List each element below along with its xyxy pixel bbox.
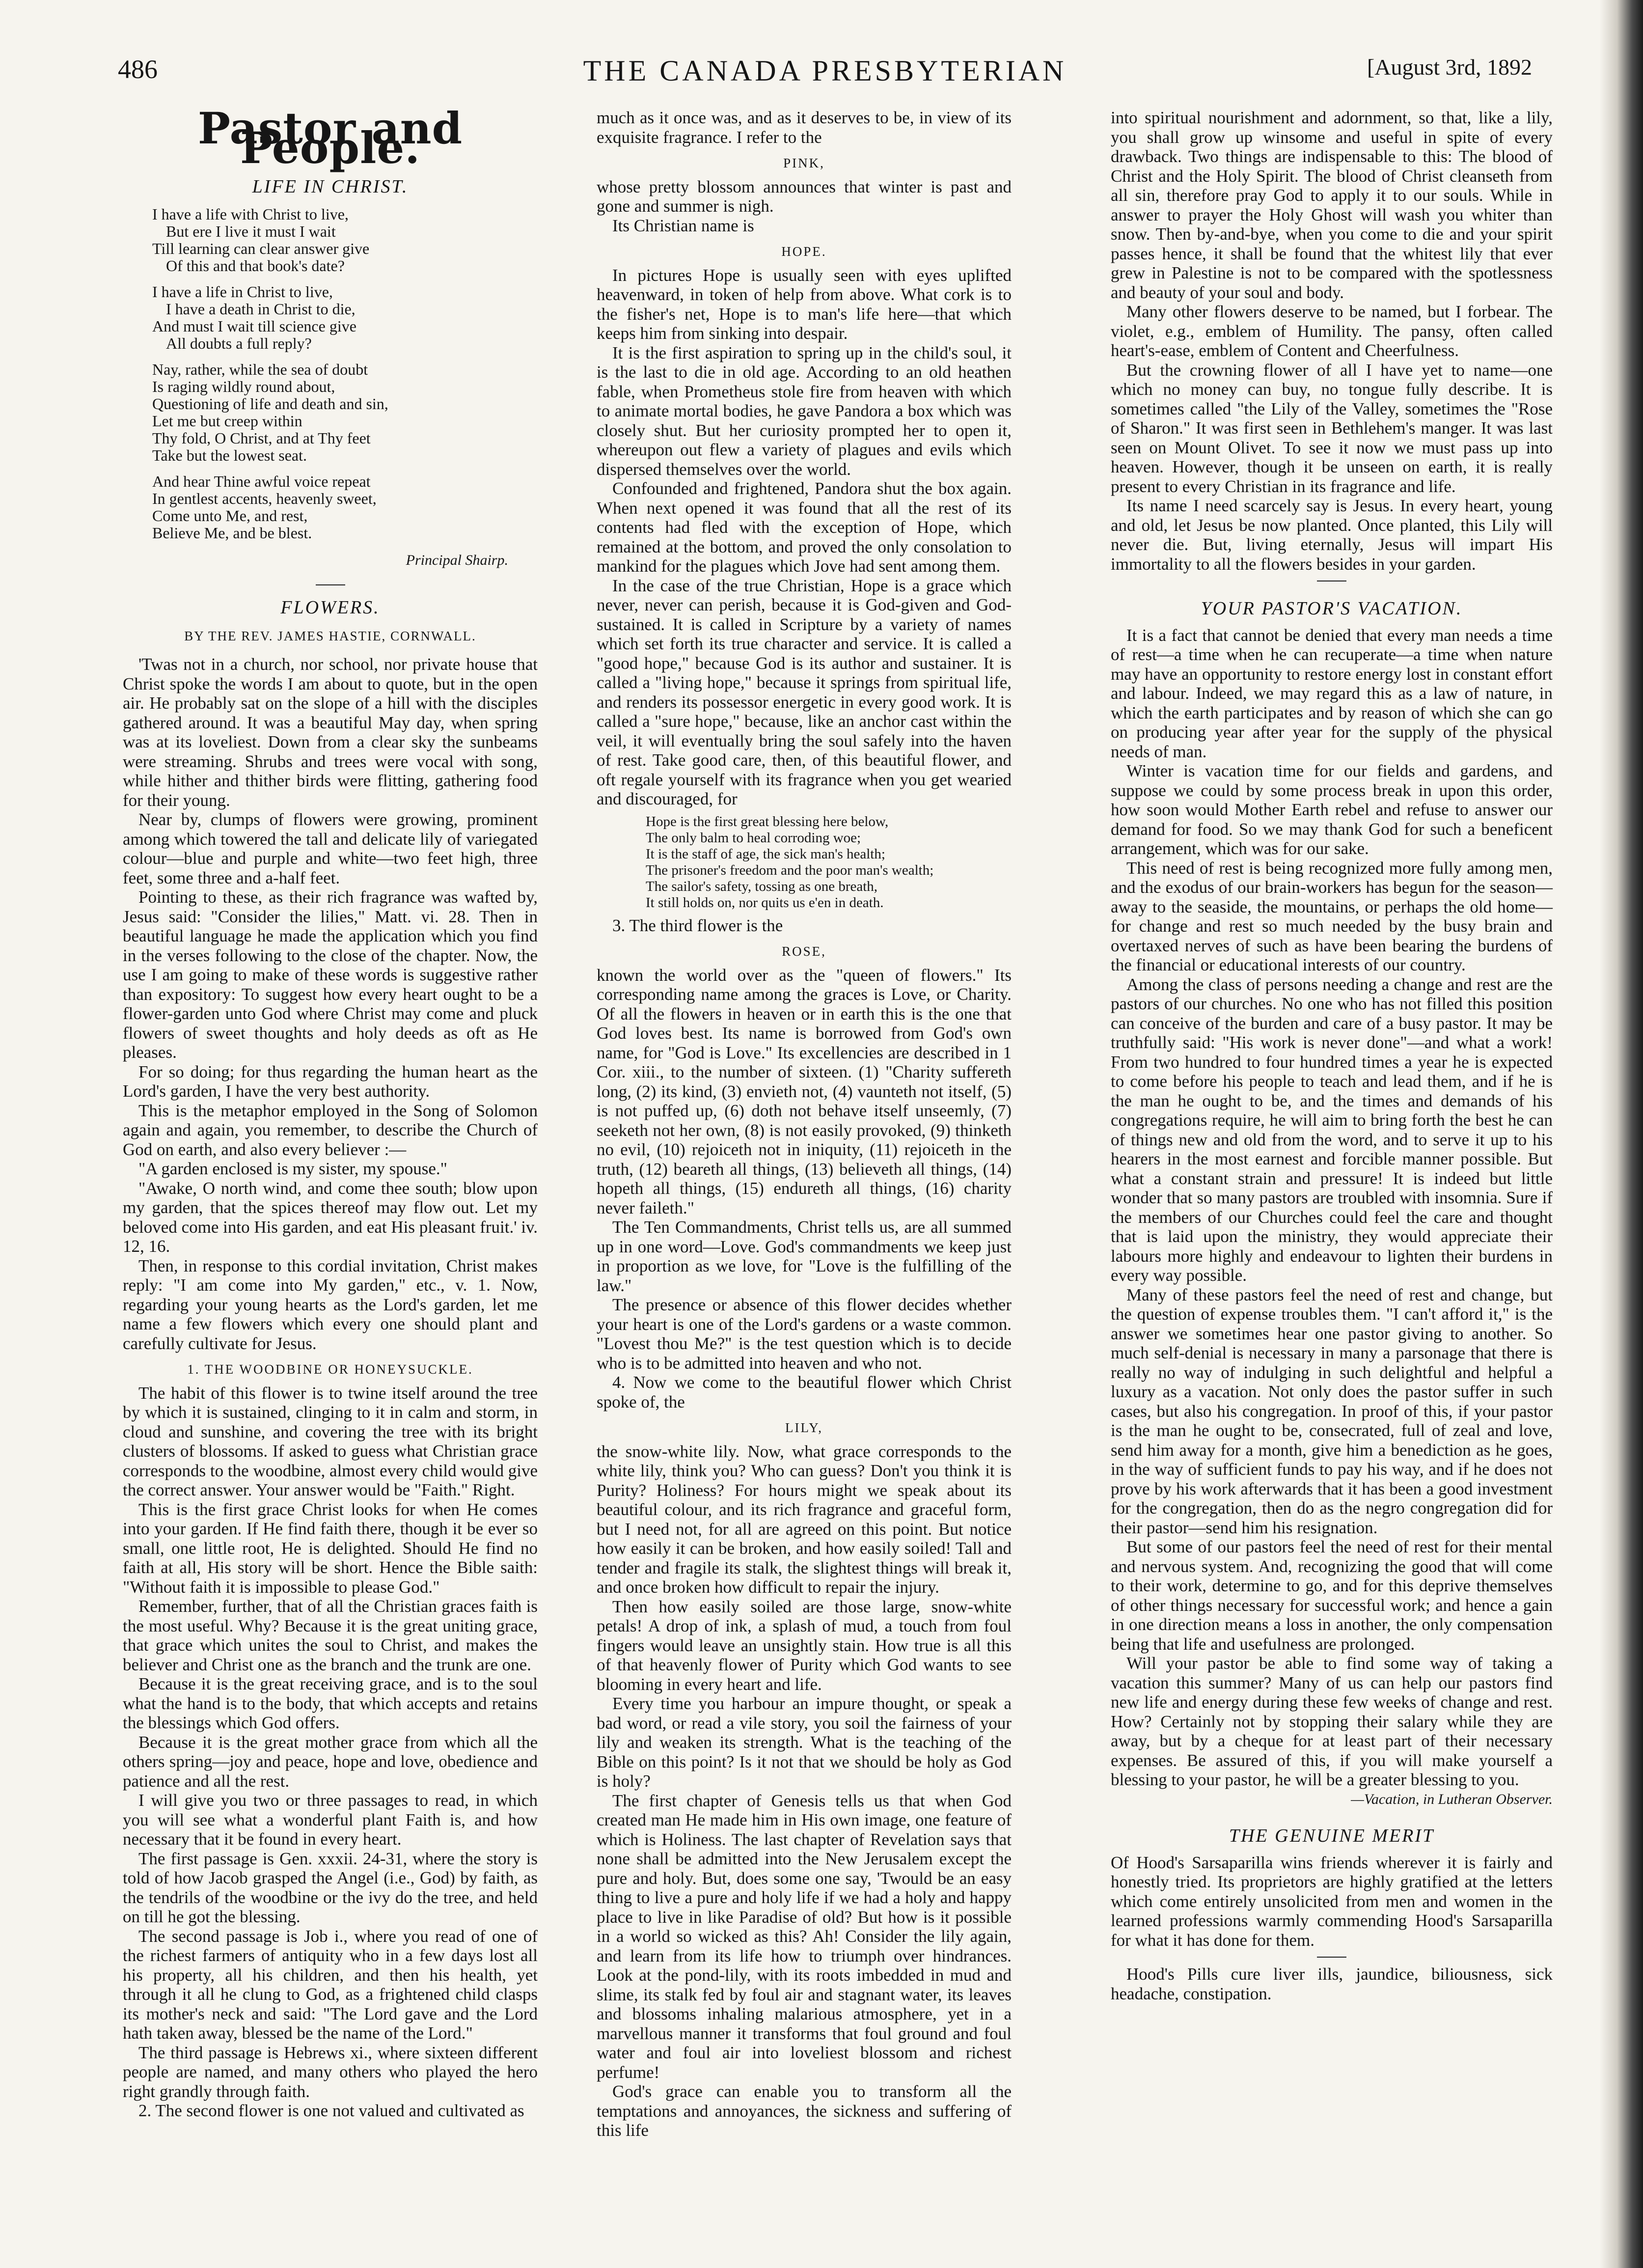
poem-stanza: [152, 473, 538, 542]
paragraph: Confounded and frightened, Pandora shut the box again. When next opened it was found that all the rest of its contents had fled with the exception of Hope, which remained at the bottom, and proved the only consolation to mankind for the plagues which Jove had sent among them.: [597, 479, 1012, 576]
paragraph: Its name I need scarcely say is Jesus. In every heart, young and old, let Jesus be now planted. Once planted, this Lily will never die. But, living eternally, Jesus will impart His immortality to all the flowers besides in your garden.: [1111, 496, 1553, 574]
article-title: FLOWERS.: [280, 597, 380, 618]
poem-credit: Principal Shairp.: [406, 552, 508, 568]
vacation-title: YOUR PASTOR'S VACATION.: [1201, 598, 1463, 619]
poem-line: In gentlest accents, heavenly sweet,: [152, 489, 377, 507]
paragraph: Many other flowers deserve to be named, but I forbear. The violet, e.g., emblem of Humility. The pansy, often called heart's-ease, emblem of Content and Cheerfulness.: [1111, 302, 1553, 360]
poem-line: All doubts a full reply?: [166, 334, 312, 352]
poem-line: Nay, rather, while the sea of doubt: [152, 360, 368, 378]
paragraph: The first passage is Gen. xxxii. 24-31, where the story is told of how Jacob grasped the Angel (i.e., God) by faith, as the tendrils of the woodbine or the ivy do the tree, and held on till he got the blessing.: [123, 1849, 538, 1926]
paragraph: It is the first aspiration to spring up in the child's soul, it is the last to die in old age. According to an old heathen fable, when Prometheus stole fire from heaven with which to animate mortal bodies, he gave Pandora a box which was closely shut. But her curiosity prompted her to open it, whereupon out flew a variety of plagues and evils which dispersed themselves over the world.: [597, 343, 1012, 479]
paragraph: Hood's Pills cure liver ills, jaundice, biliousness, sick headache, constipation.: [1111, 1964, 1553, 2003]
paragraph: In the case of the true Christian, Hope is a grace which never, never can perish, because it is God-given and God-sustained. It is called in Scripture by a variety of names which set forth its true character and service. It is called a "good hope," because God is its author and sustainer. It is called a "living hope," because it springs from spiritual life, and renders its possessor energetic in every good work. It is called a "sure hope," because, like an anchor cast within the veil, it will eventually bring the soul safely into the haven of rest. Take good care, then, of this beautiful flower, and oft regale yourself with its fragrance when you get wearied and discouraged, for: [597, 576, 1012, 808]
poem-line: Till learning can clear answer give: [152, 239, 370, 257]
paragraph: 4. Now we come to the beautiful flower which Christ spoke of, the: [597, 1373, 1012, 1411]
poem-stanza: [152, 206, 538, 275]
poem-line: But ere I live it must I wait: [166, 222, 336, 240]
paragraph: Of Hood's Sarsaparilla wins friends wherever it is fairly and honestly tried. Its proprietors are highly gratified at the letters which come entirely unsolicited from men and women in the learned professions warmly commending Hood's Sarsaparilla for what it has done for them.: [1111, 1853, 1553, 1950]
poem-line: I have a death in Christ to die,: [166, 300, 356, 318]
paragraph: much as it once was, and as it deserves to be, in view of its exquisite fragrance. I refer to the: [597, 108, 1012, 147]
verse-line: The prisoner's freedom and the poor man's wealth;: [646, 862, 934, 878]
paragraph: Near by, clumps of flowers were growing, prominent among which towered the tall and delicate lily of variegated colour—blue and purple and white—two feet high, three feet, some three and a-half feet.: [123, 810, 538, 887]
poem-line: And hear Thine awful voice repeat: [152, 472, 371, 490]
masthead-title: THE CANADA PRESBYTERIAN: [583, 55, 1067, 87]
paragraph: known the world over as the "queen of flowers." Its corresponding name among the graces is Love, or Charity. Of all the flowers in heaven or in earth this is the one that God loves best. Its name is borrowed from God's own name, for "God is Love." Its excellencies are described in 1 Cor. xiii., to the number of sixteen. (1) "Charity suffereth long, (2) its kind, (3) envieth not, (4) vaunteth not itself, (5) is not puffed up, (6) doth not behave itself unseemly, (7) seeketh not her own, (8) is not easily provoked, (9) thinketh no evil, (10) rejoiceth not in iniquity, (11) rejoiceth in the truth, (12) beareth all things, (13) believeth all things, (14) hopeth all things, (15) endureth all things, (16) charity never faileth.": [597, 965, 1012, 1217]
poem-line: And must I wait till science give: [152, 317, 356, 335]
poem-line: Is raging wildly round about,: [152, 377, 335, 395]
verse-line: It is the staff of age, the sick man's health;: [646, 846, 885, 862]
article-byline: BY THE REV. JAMES HASTIE, CORNWALL.: [184, 628, 476, 643]
paragraph: Then how easily soiled are those large, snow-white petals! A drop of ink, a splash of mud, a touch from foul fingers would leave an unsightly stain. How true is all this of that heavenly flower of Purity which God wants to see blooming in every heart and life.: [597, 1597, 1012, 1694]
paragraph: The first chapter of Genesis tells us that when God created man He made him in His own image, one feature of which is Holiness. The last chapter of Revelation says that none shall be admitted into the New Jerusalem except the pure and holy. But, does some one say, 'Twould be an easy thing to live a pure and holy life if we had a holy and happy place to live in like Paradise of old? But how is it possible in a world so wicked as this? Ah! Consider the lily again, and learn from its life how to triumph over hindrances. Look at the pond-lily, with its roots imbedded in mud and slime, its stalk fed by foul air and stagnant water, its leaves and blossoms inhaling malarious atmosphere, yet in a marvellous manner it transforms that foul ground and foul water and foul air into loveliest blossom and richest perfume!: [597, 1791, 1012, 2082]
paragraph: Will your pastor be able to find some way of taking a vacation this summer? Many of us can help our pastors find new life and energy during these few weeks of change and rest. How? Certainly not by stopping their salary while they are away, but by a cheque for at least part of their necessary expenses. Be assured of this, if you will make yourself a blessing to your pastor, he will be a greater blessing to you.: [1111, 1654, 1553, 1789]
poem-line: Come unto Me, and rest,: [152, 506, 308, 525]
paragraph: "Awake, O north wind, and come thee south; blow upon my garden, that the spices thereof may flow out. Let my beloved come into His garden, and eat His pleasant fruit.' iv. 12, 16.: [123, 1178, 538, 1256]
poem-line: I have a life in Christ to live,: [152, 282, 333, 301]
paragraph: Because it is the great mother grace from which all the others spring—joy and peace, hope and love, obedience and patience and all the rest.: [123, 1732, 538, 1791]
paragraph: "A garden enclosed is my sister, my spouse.": [138, 1159, 447, 1178]
paragraph: The habit of this flower is to twine itself around the tree by which it is sustained, clinging to it in calm and storm, in cloud and sunshine, and covering the tree with its bright clusters of blossoms. If asked to guess what Christian grace corresponds to the woodbine, almost every child would give the correct answer. Your answer would be "Faith." Right.: [123, 1383, 538, 1499]
paragraph: Pointing to these, as their rich fragrance was wafted by, Jesus said: "Consider the lilies," Matt. vi. 28. Then in beautiful language he made the application which you find in the verses following to the close of the chapter. Now, the use I am going to make of these words is suggestive rather than expository: To suggest how every heart ought to be a flower-garden unto God where Christ may come and pluck flowers of sweet thoughts and holy deeds as oft as He pleases.: [123, 887, 538, 1062]
subheading-hope: HOPE.: [781, 244, 827, 259]
paragraph: Winter is vacation time for our fields and gardens, and suppose we could by some process break in upon this order, how soon would Mother Earth rebel and refuse to answer our demand for food. So we may thank God for such a beneficent arrangement, which was for our sake.: [1111, 761, 1553, 858]
paragraph: Many of these pastors feel the need of rest and change, but the question of expense troubles them. "I can't afford it," is the answer we sometimes hear one pastor giving to another. So much self-denial is necessary in many a parsonage that there is really no way of indulging in such delightful and helpful a luxury as a vacation. Not only does the pastor suffer in such cases, but also his congregation. In proof of this, if your pastor is the man he ought to be, consecrated, full of zeal and love, send him away for a month, give him a benediction as he goes, in the way of sufficient funds to pay his way, and if he does not prove by his work afterwards that it has been a good investment for the congregation, then do as the negro congregation did for their pastor—send him his resignation.: [1111, 1285, 1553, 1537]
poem-line: Let me but creep within: [152, 412, 302, 430]
section-title: Pastor and People.: [197, 103, 463, 173]
subheading-woodbine: 1. THE WOODBINE OR HONEYSUCKLE.: [187, 1362, 473, 1377]
column-2: [597, 108, 1012, 2140]
subheading-rose: ROSE,: [782, 944, 826, 959]
paragraph: 'Twas not in a church, nor school, nor private house that Christ spoke the words I am about to quote, but in the open air. He probably sat on the slope of a hill with the disciples gathered around. It was a beautiful May day, when spring was at its loveliest. Down from a clear sky the sunbeams were streaming. Shrubs and trees were vocal with song, while hither and thither birds were flitting, gathering food for their young.: [123, 655, 538, 810]
poem-stanza: [152, 283, 538, 352]
column-1: [123, 103, 538, 2121]
paragraph: Its Christian name is: [612, 216, 754, 235]
poem-line: I have a life with Christ to live,: [152, 205, 349, 223]
divider: [1317, 1957, 1346, 1958]
paragraph: The Ten Commandments, Christ tells us, are all summed up in one word—Love. God's commandments we keep just in proportion as we love, for "Love is the fulfilling of the law.": [597, 1217, 1012, 1295]
paragraph: I will give you two or three passages to read, in which you will see what a wonderful plant Faith is, and how necessary that it be found in every heart.: [123, 1791, 538, 1849]
paragraph: Every time you harbour an impure thought, or speak a bad word, or read a vile story, you soil the fairness of your lily and weaken its strength. What is the teaching of the Bible on this point? Is it not that we should be holy as God is holy?: [597, 1694, 1012, 1791]
paragraph: Then, in response to this cordial invitation, Christ makes reply: "I am come into My garden," etc., v. 1. Now, regarding your young hearts as the Lord's garden, let me name a few flowers which every one should plant and carefully cultivate for Jesus.: [123, 1256, 538, 1353]
paragraph: This is the first grace Christ looks for when He comes into your garden. If He find faith there, though it be ever so small, one little root, He is delighted. Should He find no faith at all, His story will be short. Hence the Bible saith: "Without faith it is impossible to please God.": [123, 1499, 538, 1597]
poem-line: Questioning of life and death and sin,: [152, 394, 388, 413]
poem-title: LIFE IN CHRIST.: [252, 176, 409, 197]
verse-line: It still holds on, nor quits us e'en in death.: [646, 894, 884, 911]
paragraph: 2. The second flower is one not valued and cultivated as: [138, 2101, 524, 2120]
paragraph: For so doing; for thus regarding the human heart as the Lord's garden, I have the very best authority.: [123, 1062, 538, 1101]
paragraph: The presence or absence of this flower decides whether your heart is one of the Lord's gardens or a waste common. "Lovest thou Me?" is the test question which is to decide who is to be admitted into heaven and who not.: [597, 1295, 1012, 1373]
vacation-credit: —Vacation, in Lutheran Observer.: [1351, 1791, 1553, 1807]
paragraph: This need of rest is being recognized more fully among men, and the exodus of our brain-workers has begun for the season—away to the seaside, the mountains, or perhaps the old home—for change and rest so much needed by the busy brain and overtaxed nerves of such as have been bearing the burdens of the financial or educational interests of our country.: [1111, 858, 1553, 974]
paragraph: God's grace can enable you to transform all the temptations and annoyances, the sickness and suffering of this life: [597, 2082, 1012, 2140]
page-header: [118, 54, 1532, 98]
subheading-lily: LILY,: [785, 1420, 823, 1435]
page-binding-edge: [1600, 0, 1643, 2268]
column-3: [1111, 108, 1553, 2003]
page-number: 486: [118, 55, 158, 84]
paragraph: But some of our pastors feel the need of rest for their mental and nervous system. And, recognizing the good that will come to their work, determine to go, and for this deprive themselves of other things necessary for successful work; and hence a gain in one direction means a loss in another, the only compensation being that life and usefulness are prolonged.: [1111, 1537, 1553, 1654]
verse-line: The only balm to heal corroding woe;: [646, 830, 861, 846]
paragraph: But the crowning flower of all I have yet to name—one which no money can buy, no tongue fully describe. It is sometimes called "the Lily of the Valley, sometimes the "Rose of Sharon." It was first seen in Bethlehem's manger. It was last seen on Mount Olivet. To see it now we must pass up into heaven. However, though it be unseen on earth, it is really present to every Christian in its fragrance and life.: [1111, 360, 1553, 496]
issue-date: [August 3rd, 1892: [1367, 55, 1532, 80]
subheading-pink: PINK,: [783, 156, 825, 170]
poem-line: Believe Me, and be blest.: [152, 524, 312, 542]
poem: [152, 206, 538, 542]
paragraph: into spiritual nourishment and adornment, so that, like a lily, you shall grow up winsome and useful in spite of every drawback. Two things are indispensable to this: The blood of Christ and the Holy Spirit. The blood of Christ cleanseth from all sin, therefore pray God to apply it to our souls. While in answer to prayer the Holy Ghost will wash you whiter than snow. Then by-and-bye, when you come to die and your spirit passes hence, it shall be found that the whitest lily that ever grew in Palestine is not to be compared with the spotlessness and beauty of your soul and body.: [1111, 108, 1553, 302]
merit-title: THE GENUINE MERIT: [1229, 1825, 1435, 1846]
poem-line: Take but the lowest seat.: [152, 446, 307, 464]
paragraph: It is a fact that cannot be denied that every man needs a time of rest—a time when he can recuperate—a time when nature may have an opportunity to restore energy lost in constant effort and labour. Indeed, we may regard this as a law of nature, in which the earth participates and by reason of which she can go on producing year after year for the supply of the physical needs of man.: [1111, 625, 1553, 761]
poem-line: Thy fold, O Christ, and at Thy feet: [152, 429, 371, 447]
paragraph: 3. The third flower is the: [612, 915, 783, 935]
paragraph: The third passage is Hebrews xi., where sixteen different people are named, and many others who played the hero right grandly through faith.: [123, 2043, 538, 2101]
paragraph: the snow-white lily. Now, what grace corresponds to the white lily, think you? Who can guess? Don't you think it is Purity? Holiness? For hours might we speak about its beautiful colour, and its rich fragrance and graceful form, but I need not, for all are agreed on this point. But notice how easily it can be broken, and how easily soiled! Tall and tender and fragile its stalk, the slightest things will break it, and once broken how difficult to repair the injury.: [597, 1441, 1012, 1597]
poem-line: Of this and that book's date?: [166, 256, 345, 275]
paragraph: whose pretty blossom announces that winter is past and gone and summer is nigh.: [597, 177, 1012, 216]
paragraph: Among the class of persons needing a change and rest are the pastors of our churches. No one who has not filled this position can conceive of the burden and care of a busy pastor. It may be truthfully said: "His work is never done"—and what a work! From two hundred to four hundred times a year he is expected to come before his people to teach and lead them, and if he is the man he ought to be, and the times and demands of his congregations require, he will aim to bring forth the best he can of things new and old from the word, and to serve it up to his hearers in the most earnest and forcible manner possible. But what a constant strain and pressure! It is indeed but little wonder that so many pastors are troubled with insomnia. Sure if the members of our Churches could feel the care and thought that is laid upon the ministry, they would appreciate their labours more highly and endeavour to lighten their burdens in every way possible.: [1111, 974, 1553, 1285]
divider: [316, 584, 345, 585]
paragraph: Because it is the great receiving grace, and is to the soul what the hand is to the body, that which accepts and retains the blessings which God offers.: [123, 1674, 538, 1732]
paragraph: In pictures Hope is usually seen with eyes uplifted heavenward, in token of help from above. What cork is to the fisher's net, Hope is to man's life here—that which keeps him from sinking into despair.: [597, 265, 1012, 343]
verse-line: Hope is the first great blessing here below,: [646, 813, 889, 830]
paragraph: This is the metaphor employed in the Song of Solomon again and again, you remember, to describe the Church of God on earth, and also every believer :—: [123, 1101, 538, 1159]
hope-verse: [646, 814, 1012, 911]
paragraph: Remember, further, that of all the Christian graces faith is the most useful. Why? Because it is the great uniting grace, that grace which unites the soul to Christ, and makes the believer and Christ one as the branch and the trunk are one.: [123, 1597, 538, 1674]
paragraph: The second passage is Job i., where you read of one of the richest farmers of antiquity who in a few days lost all his property, all his children, and then his health, yet through it all he clung to God, as a frightened child clasps its mother's neck and said: "The Lord gave and the Lord hath taken away, blessed be the name of the Lord.": [123, 1926, 538, 2043]
poem-stanza: [152, 361, 538, 464]
verse-line: The sailor's safety, tossing as one breath,: [646, 878, 878, 894]
